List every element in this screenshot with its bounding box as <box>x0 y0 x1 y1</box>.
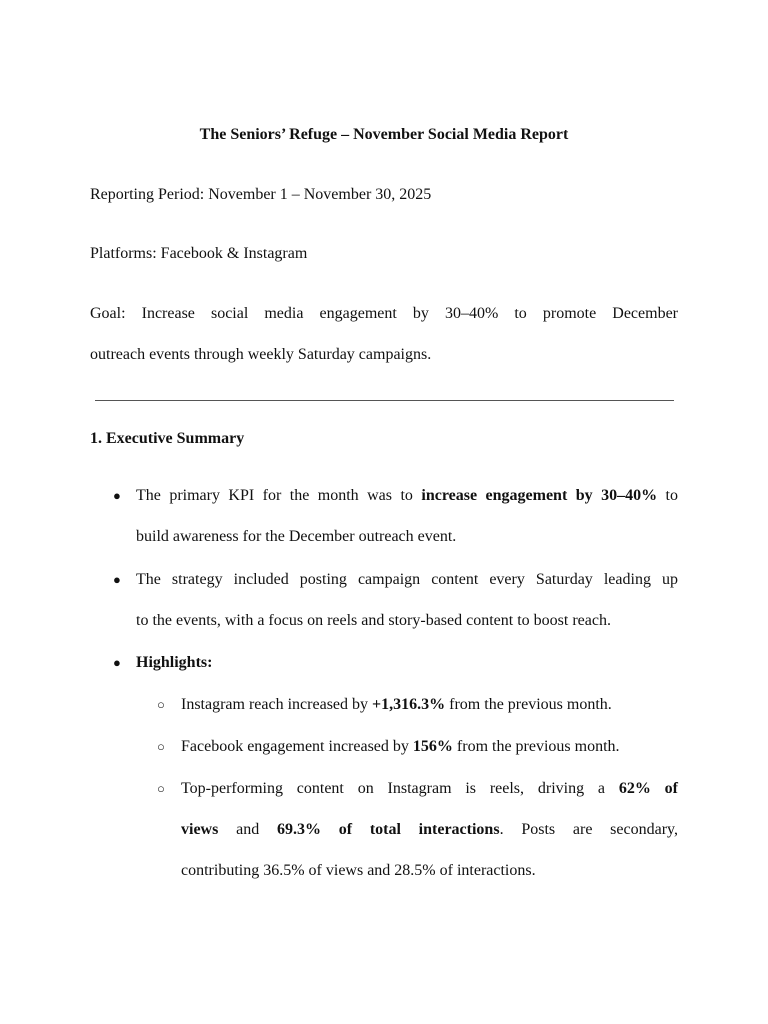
sub-bullet-icon: ○ <box>157 697 165 712</box>
highlight-3-bold-views: views <box>181 821 219 838</box>
bullet-1-line-1 <box>136 485 678 507</box>
highlight-3-line-1-pre: Top-performing content on Instagram is reels, driving a <box>181 780 606 797</box>
horizontal-divider <box>95 400 674 401</box>
goal-line-1: Goal: Increase social media engagement by 30–40% to promote December <box>90 305 678 322</box>
highlight-1-post: from the previous month. <box>445 696 612 713</box>
bullet-2-line-1: The strategy included posting campaign content every Saturday leading up <box>136 571 678 588</box>
highlight-3-and: and <box>236 821 260 838</box>
bullet-1-text-post: to <box>657 487 678 504</box>
platforms-value: Facebook & Instagram <box>160 245 308 262</box>
bullet-icon: ● <box>113 572 121 587</box>
report-title: The Seniors’ Refuge – November Social Media Report <box>199 126 569 143</box>
reporting-period-label: Reporting Period: <box>90 186 205 203</box>
highlights-label: Highlights: <box>136 654 213 671</box>
platforms-label: Platforms: <box>90 245 157 262</box>
sub-bullet-icon: ○ <box>157 781 165 796</box>
bullet-icon: ● <box>113 488 121 503</box>
bullet-icon: ● <box>113 655 121 670</box>
highlight-item-1 <box>181 694 678 716</box>
highlight-2-bold: 156% <box>412 738 453 755</box>
highlight-1-bold: +1,316.3% <box>372 696 446 713</box>
highlight-item-2 <box>181 736 678 758</box>
highlight-2-post: from the previous month. <box>452 738 620 755</box>
sub-bullet-icon: ○ <box>157 739 165 754</box>
highlight-3-bold-interactions: 69.3% of total interactions <box>276 821 500 838</box>
bullet-1-text-pre: The primary KPI for the month was to <box>136 487 422 504</box>
highlight-1-pre: Instagram reach increased by <box>181 696 373 713</box>
highlight-3-line-2 <box>181 819 678 841</box>
highlight-3-line-3: contributing 36.5% of views and 28.5% of interactions. <box>181 862 536 879</box>
platforms <box>90 243 678 265</box>
section-heading-executive-summary: 1. Executive Summary <box>90 430 245 447</box>
highlight-3-line-1 <box>181 778 678 800</box>
reporting-period-value: November 1 – November 30, 2025 <box>208 186 432 203</box>
highlight-3-line-2-post: . Posts are secondary, <box>499 821 678 838</box>
bullet-1-text-bold: increase engagement by 30–40% <box>421 487 658 504</box>
goal-line-2: outreach events through weekly Saturday campaigns. <box>90 346 432 363</box>
highlight-3-line-1-bold: 62% of <box>618 780 678 797</box>
highlight-2-pre: Facebook engagement increased by <box>181 738 413 755</box>
bullet-1-line-2: build awareness for the December outreach event. <box>136 528 457 545</box>
bullet-2-line-2: to the events, with a focus on reels and story-based content to boost reach. <box>136 612 611 629</box>
reporting-period <box>90 184 678 206</box>
